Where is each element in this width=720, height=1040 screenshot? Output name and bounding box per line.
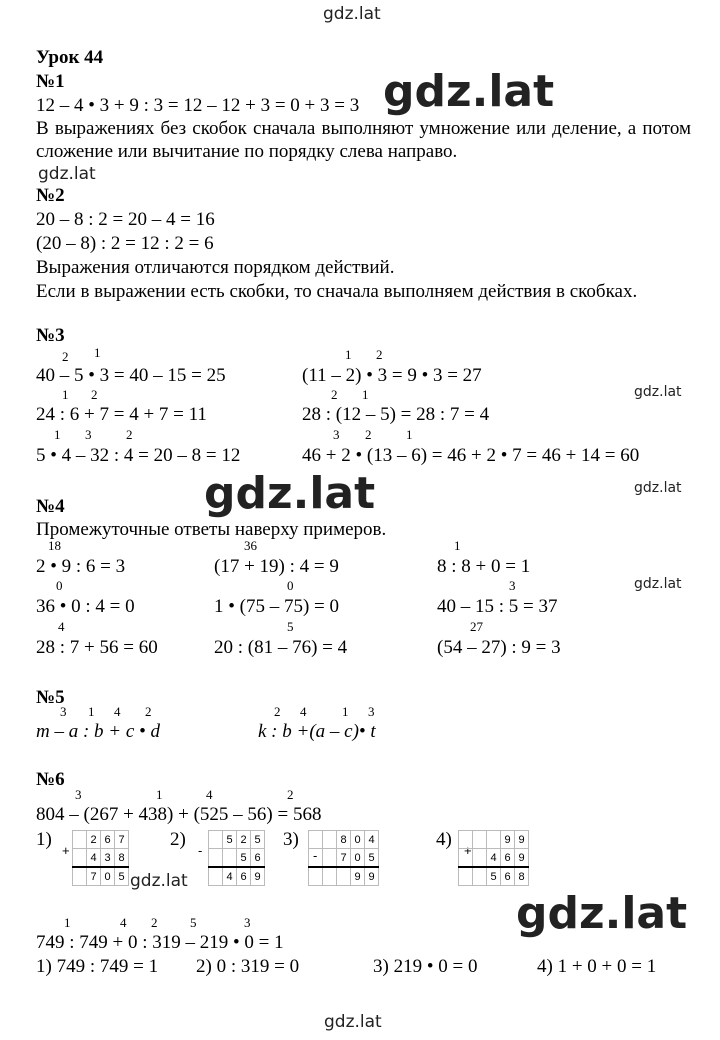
digit: 5	[365, 849, 379, 868]
exercise-3-row-2-right: 28 : (12 – 5) = 28 : 7 = 4	[302, 404, 490, 425]
exercise-4-expression: (54 – 27) : 9 = 3	[437, 637, 561, 658]
lesson-title: Урок 44	[36, 47, 104, 68]
digit: 6	[237, 867, 251, 886]
digit: 9	[365, 867, 379, 886]
exercise-3-row-3-right: 46 + 2 • (13 – 6) = 46 + 2 • 7 = 46 + 14 = 60	[302, 445, 640, 466]
watermark-bottom: gdz.lat	[324, 1012, 382, 1032]
digit: 6	[101, 831, 115, 849]
calc-label: 2)	[170, 829, 186, 850]
column-calc-2	[208, 830, 265, 886]
digit: 5	[251, 831, 265, 849]
digit	[337, 867, 351, 886]
column-calc-1	[72, 830, 129, 886]
order-mark: 1	[88, 704, 95, 719]
order-mark: 5	[190, 915, 197, 930]
exercise-4-expression: 28 : 7 + 56 = 60	[36, 637, 158, 658]
exercise-5-number: №5	[36, 687, 65, 708]
watermark-large-2: gdz.lat	[204, 468, 376, 519]
minus-sign: -	[313, 848, 318, 863]
digit: 0	[351, 831, 365, 849]
digit: 0	[101, 867, 115, 886]
digit: 6	[251, 849, 265, 868]
digit: 9	[515, 831, 529, 849]
intermediate-answer: 0	[287, 578, 294, 593]
exercise-4-expression: 8 : 8 + 0 = 1	[437, 556, 531, 577]
order-mark: 2	[274, 704, 281, 719]
watermark-large-3: gdz.lat	[516, 888, 688, 939]
order-mark: 1	[54, 427, 61, 442]
calc-label: 3)	[283, 829, 299, 850]
digit: 8	[515, 867, 529, 886]
digit: 4	[223, 867, 237, 886]
digit: 6	[501, 867, 515, 886]
watermark-small-4: gdz.lat	[634, 480, 682, 496]
order-mark: 2	[376, 347, 383, 362]
intermediate-answer: 27	[470, 619, 483, 634]
order-mark: 3	[60, 704, 67, 719]
order-mark: 2	[331, 387, 338, 402]
intermediate-answer: 3	[509, 578, 516, 593]
exercise-5-right-expression: k : b +(a – c)• t	[258, 721, 376, 742]
exercise-2-line-3: Выражения отличаются порядком действий.	[36, 257, 395, 278]
exercise-6-step-1: 1) 749 : 749 = 1	[36, 956, 159, 977]
order-mark: 3	[85, 427, 92, 442]
exercise-6-step-4: 4) 1 + 0 + 0 = 1	[537, 956, 657, 977]
exercise-6-step-2: 2) 0 : 319 = 0	[196, 956, 300, 977]
order-mark: 1	[345, 347, 352, 362]
digit: 9	[515, 849, 529, 868]
intermediate-answer: 36	[244, 538, 257, 553]
exercise-4-expression: 40 – 15 : 5 = 37	[437, 596, 558, 617]
column-calc-4	[458, 830, 529, 886]
order-mark: 2	[145, 704, 152, 719]
exercise-6-line-2: 749 : 749 + 0 : 319 – 219 • 0 = 1	[36, 932, 284, 953]
order-mark: 1	[64, 915, 71, 930]
plus-sign: +	[464, 843, 472, 858]
exercise-4-expression: 2 • 9 : 6 = 3	[36, 556, 126, 577]
order-mark: 1	[342, 704, 349, 719]
order-mark: 1	[362, 387, 369, 402]
exercise-6-number: №6	[36, 769, 65, 790]
watermark-small-5: gdz.lat	[634, 576, 682, 592]
digit: 3	[101, 849, 115, 868]
digit: 7	[87, 867, 101, 886]
exercise-3-row-1-right: (11 – 2) • 3 = 9 • 3 = 27	[302, 365, 482, 386]
exercise-2-number: №2	[36, 185, 65, 206]
intermediate-answer: 0	[56, 578, 63, 593]
exercise-6-step-3: 3) 219 • 0 = 0	[373, 956, 478, 977]
watermark-small-3: gdz.lat	[634, 384, 682, 400]
digit: 2	[237, 831, 251, 849]
digit: 5	[487, 867, 501, 886]
digit: 7	[115, 831, 129, 849]
watermark-small-2: gdz.lat	[38, 164, 96, 184]
exercise-3-row-1-left: 40 – 5 • 3 = 40 – 15 = 25	[36, 365, 226, 386]
order-mark: 4	[114, 704, 121, 719]
order-mark: 1	[62, 387, 69, 402]
calc-label: 4)	[436, 829, 452, 850]
watermark-large-1: gdz.lat	[383, 66, 555, 117]
order-mark: 4	[206, 787, 213, 802]
exercise-1-rule: В выражениях без скобок сначала выполняют умножение или деление, а потом сложение или вычитание по порядку слева направо.	[36, 118, 691, 162]
digit: 8	[115, 849, 129, 868]
intermediate-answer: 1	[454, 538, 461, 553]
exercise-3-row-2-left: 24 : 6 + 7 = 4 + 7 = 11	[36, 404, 207, 425]
plus-sign: +	[62, 843, 70, 858]
exercise-4-number: №4	[36, 496, 65, 517]
intermediate-answer: 4	[58, 619, 65, 634]
order-mark: 4	[300, 704, 307, 719]
exercise-2-line-2: (20 – 8) : 2 = 12 : 2 = 6	[36, 233, 214, 254]
exercise-5-left-expression: m – a : b + c • d	[36, 721, 160, 742]
intermediate-answer: 5	[287, 619, 294, 634]
digit: 2	[87, 831, 101, 849]
digit	[223, 849, 237, 868]
digit: 9	[351, 867, 365, 886]
order-mark: 3	[244, 915, 251, 930]
digit: 9	[251, 867, 265, 886]
watermark-top: gdz.lat	[323, 4, 381, 24]
exercise-2-line-4: Если в выражении есть скобки, то сначала выполняем действия в скобках.	[36, 281, 638, 302]
digit: 9	[501, 831, 515, 849]
order-mark: 3	[368, 704, 375, 719]
order-mark: 2	[287, 787, 294, 802]
digit: 4	[87, 849, 101, 868]
digit: 7	[337, 849, 351, 868]
digit: 5	[223, 831, 237, 849]
exercise-3-number: №3	[36, 325, 65, 346]
exercise-1-number: №1	[36, 71, 65, 92]
order-mark: 2	[151, 915, 158, 930]
exercise-4-expression: (17 + 19) : 4 = 9	[214, 556, 339, 577]
order-mark: 2	[126, 427, 133, 442]
exercise-3-row-3-left: 5 • 4 – 32 : 4 = 20 – 8 = 12	[36, 445, 241, 466]
digit: 5	[237, 849, 251, 868]
order-mark: 4	[120, 915, 127, 930]
column-calc-3	[308, 830, 379, 886]
digit: 6	[501, 849, 515, 868]
digit: 5	[115, 867, 129, 886]
order-mark: 2	[91, 387, 98, 402]
order-mark: 2	[62, 349, 69, 364]
digit: 4	[487, 849, 501, 868]
exercise-6-line-1: 804 – (267 + 438) + (525 – 56) = 568	[36, 804, 322, 825]
exercise-2-line-1: 20 – 8 : 2 = 20 – 4 = 16	[36, 209, 215, 230]
digit: 4	[365, 831, 379, 849]
order-mark: 3	[333, 427, 340, 442]
exercise-4-expression: 20 : (81 – 76) = 4	[214, 637, 348, 658]
intermediate-answer: 18	[48, 538, 61, 553]
order-mark: 1	[406, 427, 413, 442]
order-mark: 1	[94, 345, 101, 360]
watermark-small-6: gdz.lat	[130, 871, 188, 891]
calc-label: 1)	[36, 829, 52, 850]
digit: 8	[337, 831, 351, 849]
digit	[487, 831, 501, 849]
order-mark: 3	[75, 787, 82, 802]
order-mark: 1	[156, 787, 163, 802]
exercise-4-intro: Промежуточные ответы наверху примеров.	[36, 519, 387, 540]
exercise-4-expression: 36 • 0 : 4 = 0	[36, 596, 135, 617]
digit: 0	[351, 849, 365, 868]
order-mark: 2	[365, 427, 372, 442]
exercise-1-expression: 12 – 4 • 3 + 9 : 3 = 12 – 12 + 3 = 0 + 3 = 3	[36, 95, 360, 116]
exercise-4-expression: 1 • (75 – 75) = 0	[214, 596, 340, 617]
minus-sign: -	[198, 843, 203, 858]
